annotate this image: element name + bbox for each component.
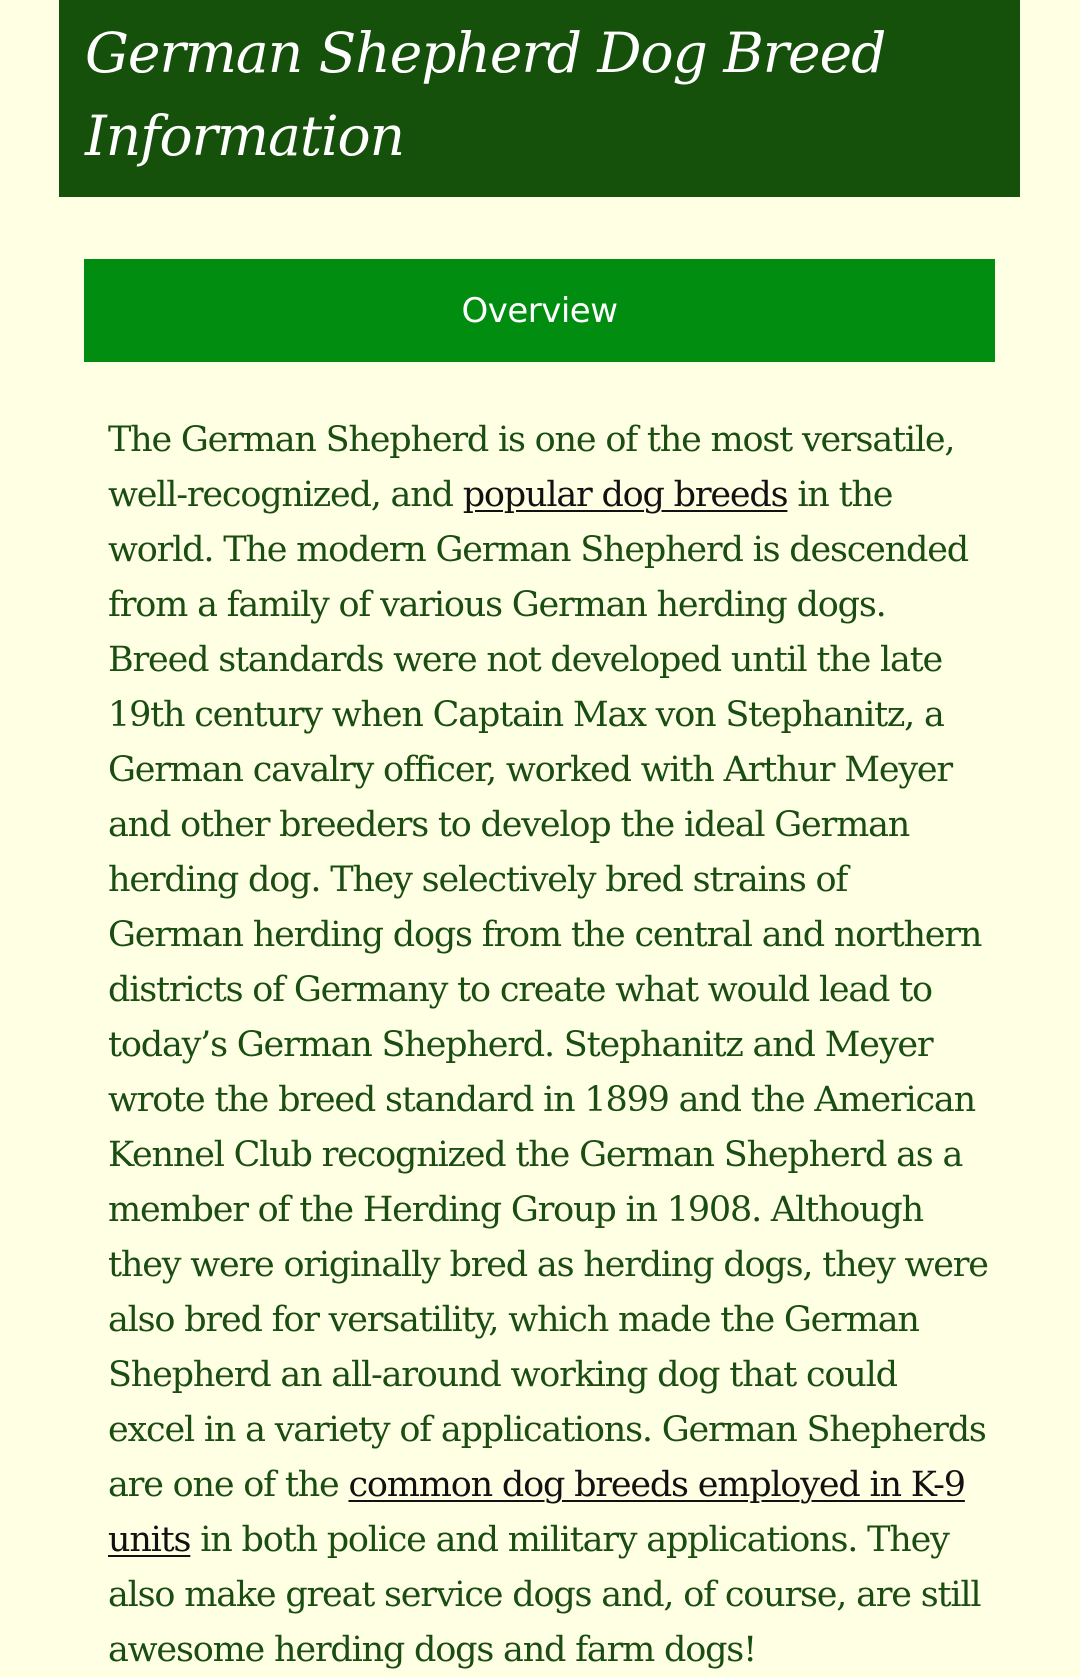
article-body: [108, 413, 988, 1678]
intro-text: The German Shepherd is one of the most versatile, well-recognized, and: [108, 420, 955, 515]
paragraph-intro: [108, 413, 988, 633]
history-text: Breed standards were not developed until the late 19th century when Captain Max von Stephanitz, a German cavalry officer, worked with Arthur Meyer and other breeders to develop the ideal German herding dog. They selectively bred strains of German herding dogs from the central and northern districts of Germany to create what would lead to today’s German Shepherd. Stephanitz and Meyer wrote the breed standard in 1899 and the American Kennel Club recognized the German Shepherd as a member of the Herding Group in 1908. Although they were originally bred as herding dogs, they were also bred for versatility, which made the German Shepherd an all-around working dog that could excel in a variety of applications. German Shepherds are one of the: [108, 640, 988, 1505]
intro-text-continued: in the world. The modern German Shepherd is descended from a family of various German herding dogs.: [108, 475, 968, 625]
overview-section-header: [84, 259, 995, 362]
paragraph-history: [108, 633, 988, 1678]
page-title: German Shepherd Dog Breed Information: [85, 21, 886, 168]
section-title: Overview: [461, 290, 618, 331]
popular-dog-breeds-link[interactable]: popular dog breeds: [462, 475, 788, 515]
k9-units-link[interactable]: common dog breeds employed in K-9 units: [108, 1465, 965, 1560]
history-text-continued: in both police and military applications. They also make great service dogs and, of course, are still awesome herding dogs and farm dogs!: [108, 1520, 981, 1670]
page-header: [59, 0, 1020, 197]
